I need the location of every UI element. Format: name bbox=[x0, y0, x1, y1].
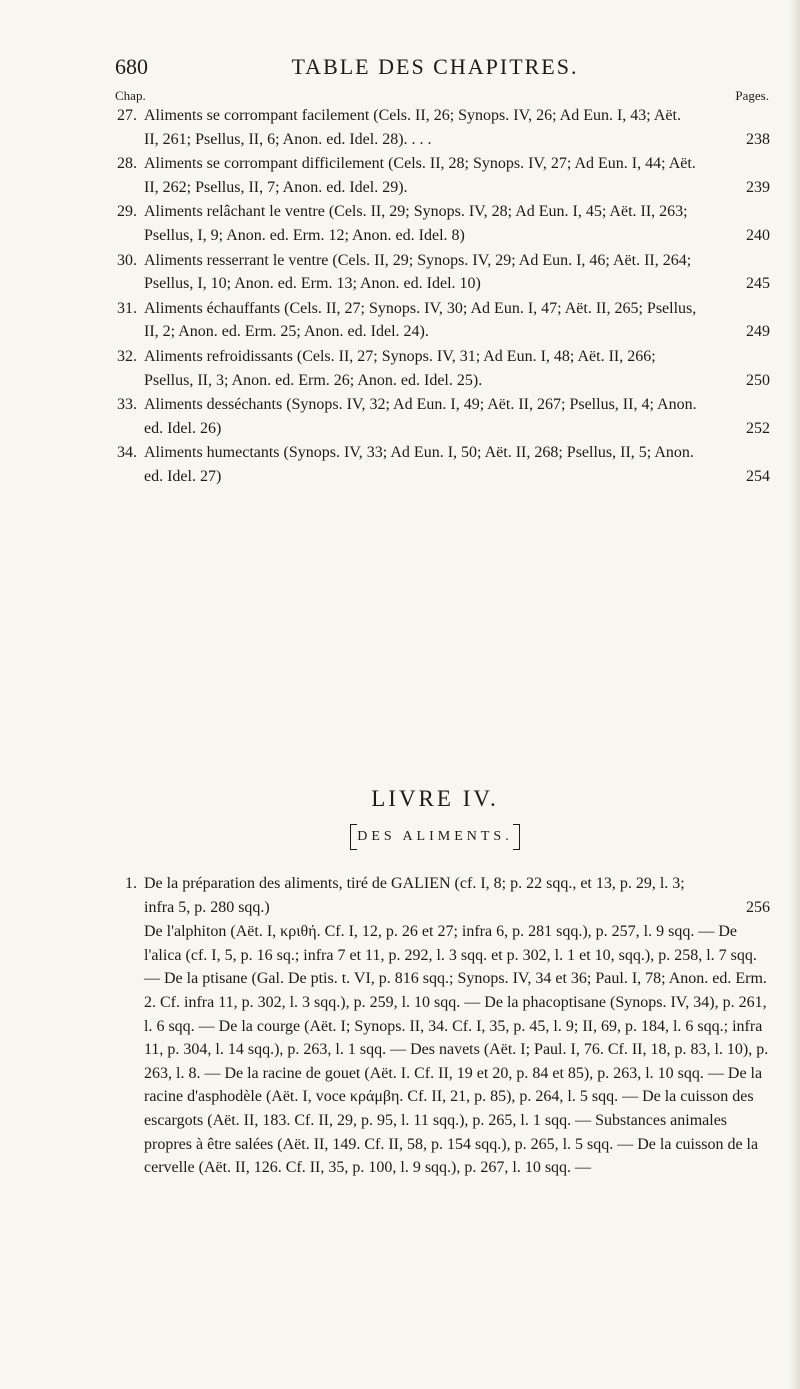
chapter-entry-33[interactable] bbox=[115, 393, 770, 440]
chapter-number: 31. bbox=[117, 299, 137, 317]
chapter-page: 252 bbox=[746, 419, 770, 437]
chapter-title: Aliments se corrompant difficilement (Cels. II, 28; Synops. IV, 27; Ad Eun. I, 44; Aët. II, 262; Psellus, II, 7; Anon. ed. Idel. 29). bbox=[144, 155, 696, 196]
chapter-page: 254 bbox=[746, 467, 770, 485]
section-title: De la préparation des aliments, tiré de GALIEN (cf. I, 8; p. 22 sqq., et 13, p. 29, l. 3; infra 5, p. 280 sqq.) bbox=[144, 875, 685, 916]
section-entry-1 bbox=[115, 872, 770, 1180]
chapter-page: 239 bbox=[746, 178, 770, 196]
section-body: De l'alphiton (Aët. I, κριθή. Cf. I, 12, p. 26 et 27; infra 6, p. 281 sqq.), p. 257, l. 9 sqq. — De l'alica (cf. I, 5, p. 16 sq.; infra 7 et 11, p. 292, l. 3 sqq. et p. 302, l. 1 et 10, sqq.), p. 258, l. 7 sqq. — De la ptisane (Gal. De ptis. t. VI, p. 816 sqq.; Synops. IV, 34 et 36; Paul. I, 78; Anon. ed. Erm. 2. Cf. infra 11, p. 302, l. 3 sqq.), p. 259, l. 10 sqq. — De la phacoptisane (Synops. IV, 34), p. 261, l. 6 sqq. — De la courge (Aët. I; Synops. II, 34. Cf. I, 35, p. 45, l. 9; II, 69, p. 184, l. 6 sqq.; infra 11, p. 304, l. 14 sqq.), p. 263, l. 1 sqq. — Des navets (Aët. I; Paul. I, 76. Cf. II, 18, p. 83, l. 10), p. 263, l. 8. — De la racine de gouet (Aët. I. Cf. II, 19 et 20, p. 84 et 85), p. 263, l. 10 sqq. — De la racine d'asphodèle (Aët. I, voce κράμβη. Cf. II, 21, p. 85), p. 264, l. 5 sqq. — De la cuisson des escargots (Aët. II, 183. Cf. II, 29, p. 95, l. 11 sqq.), p. 265, l. 1 sqq. — Substances animales propres à être salées (Aët. II, 149. Cf. II, 58, p. 154 sqq.), p. 265, l. 5 sqq. — De la cuisson de la cervelle (Aët. II, 126. Cf. II, 35, p. 100, l. 9 sqq.), p. 267, l. 10 sqq. — bbox=[144, 923, 769, 1177]
chapter-title: Aliments refroidissants (Cels. II, 27; Synops. IV, 31; Ad Eun. I, 48; Aët. II, 266; Psellus, II, 3; Anon. ed. Erm. 26; Anon. ed. Idel. 25). bbox=[144, 347, 656, 389]
section-number: 1. bbox=[125, 875, 137, 892]
chapter-entry-31[interactable] bbox=[115, 297, 770, 344]
chapter-title: Aliments desséchants (Synops. IV, 32; Ad Eun. I, 49; Aët. II, 267; Psellus, II, 4; Anon. ed. Idel. 26) bbox=[144, 396, 697, 437]
pages-column-label: Pages. bbox=[735, 88, 769, 103]
chapter-number: 28. bbox=[117, 155, 137, 173]
page-number: 680 bbox=[115, 54, 148, 79]
chapter-number: 33. bbox=[117, 396, 137, 414]
book-heading: LIVRE IV. bbox=[371, 786, 499, 811]
chapter-number: 34. bbox=[117, 444, 137, 462]
chapter-page: 240 bbox=[746, 226, 770, 244]
chapter-title: Aliments relâchant le ventre (Cels. II, 29; Synops. IV, 28; Ad Eun. I, 45; Aët. II, 263; Psellus, I, 9; Anon. ed. Erm. 12; Anon. ed. Idel. 8) bbox=[144, 203, 688, 244]
chapter-entry-32[interactable] bbox=[115, 345, 770, 392]
chapter-title: Aliments humectants (Synops. IV, 33; Ad Eun. I, 50; Aët. II, 268; Psellus, II, 5; Anon. ed. Idel. 27) bbox=[144, 444, 694, 485]
chapter-number: 30. bbox=[117, 251, 137, 269]
chapter-number: 32. bbox=[117, 347, 137, 365]
chapter-entry-28[interactable] bbox=[115, 152, 770, 199]
chapter-number: 29. bbox=[117, 203, 137, 221]
chapter-entry-30[interactable] bbox=[115, 249, 770, 296]
running-header bbox=[115, 52, 755, 82]
chapter-page: 238 bbox=[746, 130, 770, 148]
chapter-title: Aliments échauffants (Cels. II, 27; Synops. IV, 30; Ad Eun. I, 47; Aët. II, 265; Psellus, II, 2; Anon. ed. Erm. 25; Anon. ed. Idel. 24). bbox=[144, 299, 697, 341]
chap-column-label: Chap. bbox=[115, 88, 146, 103]
book-subheading-wrap bbox=[115, 824, 755, 850]
chapter-page: 249 bbox=[746, 323, 770, 341]
page-edge-shadow bbox=[788, 0, 800, 1389]
chapter-title: Aliments resserrant le ventre (Cels. II, 29; Synops. IV, 29; Ad Eun. I, 46; Aët. II, 264; Psellus, I, 10; Anon. ed. Erm. 13; Anon. ed. Idel. 10) bbox=[144, 251, 692, 293]
chapter-number: 27. bbox=[117, 107, 137, 124]
chapter-page: 245 bbox=[746, 275, 770, 293]
chapter-entry-29[interactable] bbox=[115, 200, 770, 247]
chapter-title: Aliments se corrompant facilement (Cels. II, 26; Synops. IV, 26; Ad Eun. I, 43; Aët. II, 261; Psellus, II, 6; Anon. ed. Idel. 28). . . . bbox=[144, 107, 681, 148]
section-entry-1-title[interactable] bbox=[115, 872, 770, 919]
chapter-entry-27[interactable] bbox=[115, 104, 770, 151]
section-page: 256 bbox=[746, 898, 770, 916]
running-title: TABLE DES CHAPITRES. bbox=[291, 54, 579, 79]
book-subheading: DES ALIMENTS. bbox=[350, 824, 519, 850]
chapter-page: 250 bbox=[746, 371, 770, 389]
chapter-entry-34[interactable] bbox=[115, 441, 770, 488]
chapter-list bbox=[115, 104, 770, 490]
